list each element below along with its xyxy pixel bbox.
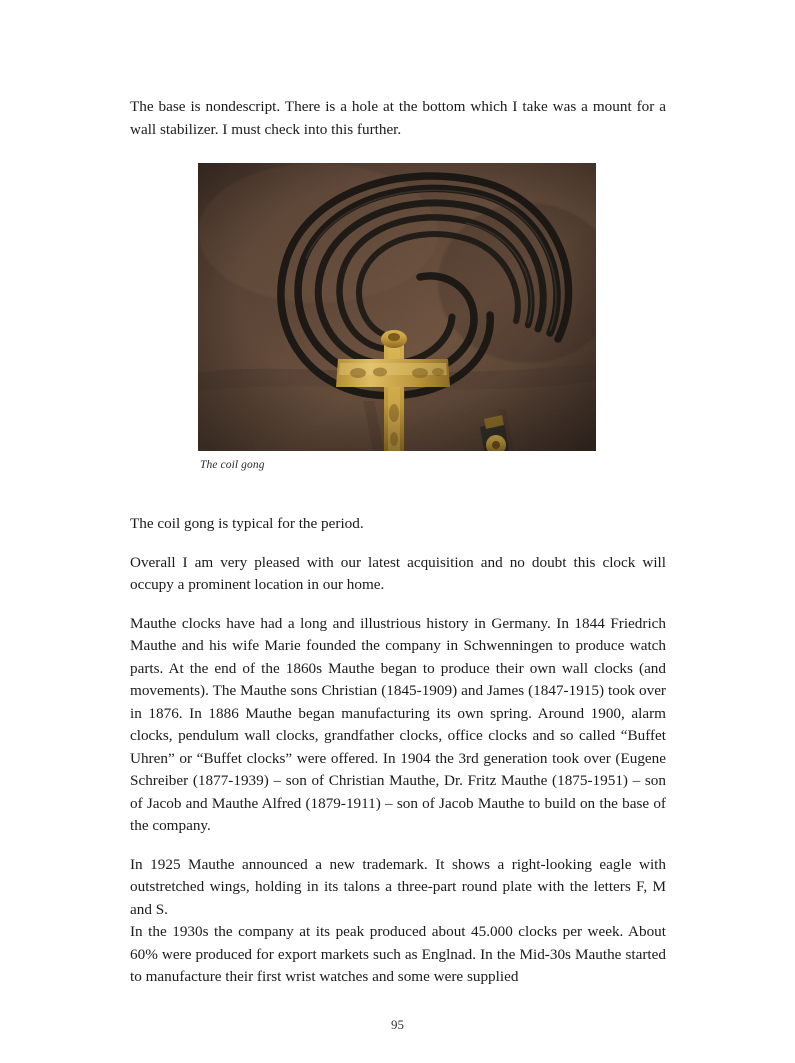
coil-gong-photograph (198, 163, 596, 451)
figure-image-wrapper (198, 163, 596, 451)
paragraph-trademark: In 1925 Mauthe announced a new trademark. It shows a right-looking eagle with outstretched wings, holding in its talons a three-part round plate with the letters F, M and S. (130, 855, 666, 918)
paragraph-history: Mauthe clocks have had a long and illustrious history in Germany. In 1844 Friedrich Mauthe and his wife Marie founded the company in Schwenningen to produce watch parts. At the end of the 1860s Mauthe began to produce their own wall clocks (and movements). The Mauthe sons Christian (1845-1909) and James (1847-1915) took over in 1876. In 1886 Mauthe began manufacturing its own spring. Around 1900, alarm clocks, pendulum wall clocks, grandfather clocks, office clocks and so called “Buffet Uhren” or “Buffet clocks” were offered. In 1904 the 3rd generation took over (Eugene Schreiber (1877-1939) – son of Christian Mauthe, Dr. Fritz Mauthe (1875-1951) – son of Jacob and Mauthe Alfred (1879-1911) – son of Jacob Mauthe to build on the base of the company. (130, 614, 666, 834)
paragraph-1930s: In the 1930s the company at its peak produced about 45.000 clocks per week. About 60% were produced for export markets such as Englnad. In the Mid-30s Mauthe started to manufacture their first wrist watches and some were supplied (130, 923, 666, 985)
paragraph-overall: Overall I am very pleased with our latest acquisition and no doubt this clock will occupy a prominent location in our home. (130, 553, 666, 593)
page-number: 95 (391, 1017, 404, 1032)
paragraph-coil-gong: The coil gong is typical for the period. (130, 515, 364, 532)
paragraph-intro: The base is nondescript. There is a hole at the bottom which I take was a mount for a wall stabilizer. I must check into this further. (130, 98, 666, 138)
figure-coil-gong (130, 163, 666, 471)
figure-caption: The coil gong (200, 459, 265, 471)
page-content (130, 96, 666, 1005)
figure-spacer (130, 471, 666, 513)
